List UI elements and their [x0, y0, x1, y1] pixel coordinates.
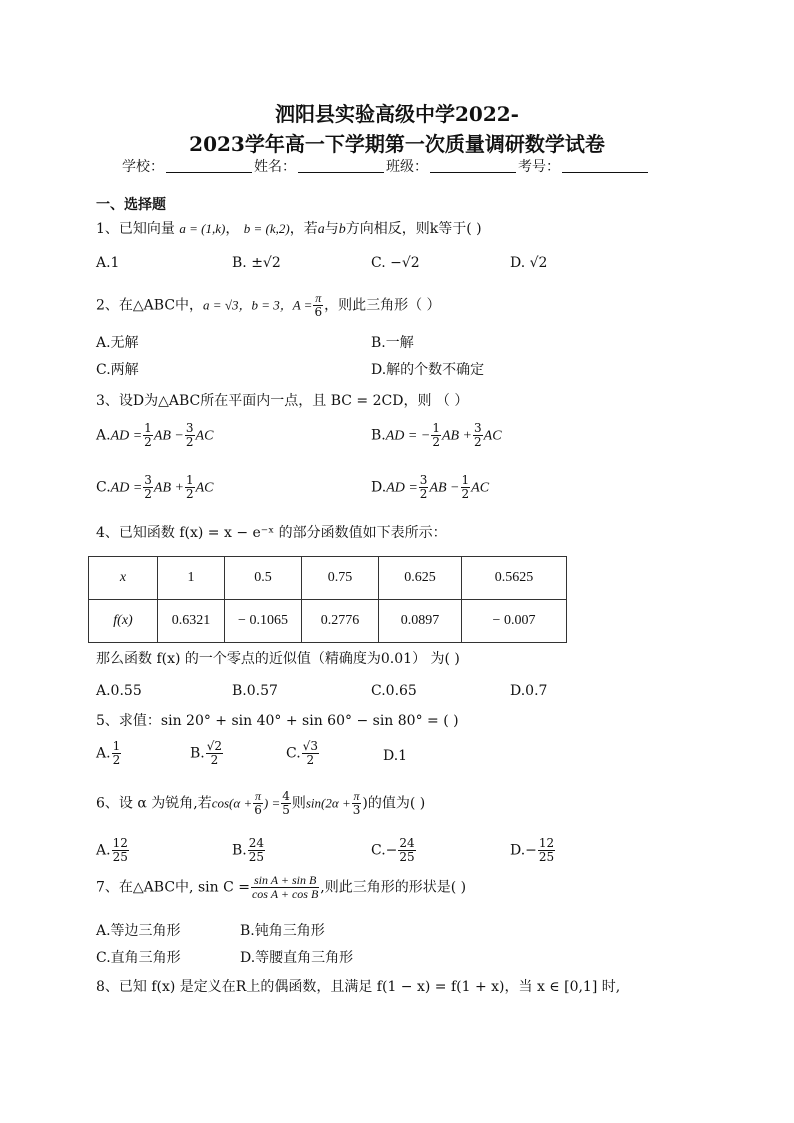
- q4-option-c[interactable]: C.0.65: [371, 683, 417, 699]
- q5-option-d[interactable]: D.1: [383, 748, 408, 764]
- q4-option-d[interactable]: D.0.7: [510, 683, 548, 699]
- field-name-label: 姓名：: [254, 159, 296, 175]
- q4-option-b[interactable]: B.0.57: [232, 683, 278, 699]
- q6-option-b[interactable]: B. $\frac{24}{25}$: [232, 836, 265, 864]
- q2-prefix: 2、在△ABC中，: [96, 297, 204, 314]
- table-cell: f(x): [89, 600, 158, 643]
- question-7: 7、在△ABC中, sin C = $\frac{\text{sin A + sin B}}{\text{cos A + cos B}}$ ,则此三角形的形状是( ): [96, 873, 467, 901]
- page-title-line1: 泗阳县实验高级中学2022-: [275, 102, 519, 126]
- q7-option-b[interactable]: B.钝角三角形: [240, 923, 325, 939]
- q7-option-c[interactable]: C.直角三角形: [96, 950, 181, 966]
- question-1: 1、已知向量 a = (1,k)， b = (k,2)，若a与b方向相反，则k等于( ): [96, 221, 482, 237]
- q1-b: b: [338, 222, 346, 237]
- q4-question-line: 那么函数 f(x) 的一个零点的近似值（精确度为0.01） 为( ): [96, 651, 460, 667]
- table-row: [89, 557, 567, 600]
- table-cell: 0.6321: [158, 600, 225, 643]
- q1-prefix: 1、已知向量: [96, 221, 175, 237]
- table-cell: 0.5: [225, 557, 302, 600]
- question-3: 3、设D为△ABC所在平面内一点，且 BC = 2CD，则 （ ）: [96, 393, 469, 409]
- table-cell: 0.2776: [302, 600, 379, 643]
- table-cell: − 0.007: [462, 600, 567, 643]
- table-cell: 0.0897: [379, 600, 462, 643]
- table-cell: 1: [158, 557, 225, 600]
- question-8: 8、已知 f(x) 是定义在R上的偶函数，且满足 f(1 − x) = f(1 + x)，当 x ∈ [0,1] 时,: [96, 979, 621, 995]
- q1-option-a[interactable]: A.1: [96, 255, 120, 271]
- table-row: [89, 600, 567, 643]
- q1-option-c[interactable]: C. −√2: [371, 255, 420, 271]
- q4-option-a[interactable]: A.0.55: [96, 683, 142, 699]
- field-name-blank[interactable]: [298, 159, 384, 173]
- section-title: 一、选择题: [96, 197, 166, 213]
- q6-option-a[interactable]: A. $\frac{12}{25}$: [96, 836, 128, 864]
- q5-option-a[interactable]: A. $\frac{1}{2}$: [96, 739, 121, 767]
- question-2: [96, 292, 441, 319]
- q1-vector-a: a = (1,k): [179, 221, 226, 236]
- q1-mid: ，若: [289, 221, 318, 237]
- q1-with: 与: [324, 221, 339, 237]
- table-cell: 0.75: [302, 557, 379, 600]
- table-cell: − 0.1065: [225, 600, 302, 643]
- q7-option-a[interactable]: A.等边三角形: [96, 923, 181, 939]
- table-cell: x: [89, 557, 158, 600]
- field-school-blank[interactable]: [166, 159, 252, 173]
- q2-option-a[interactable]: A.无解: [96, 335, 139, 351]
- table-cell: 0.5625: [462, 557, 567, 600]
- page-title-line2: 2023学年高一下学期第一次质量调研数学试卷: [189, 132, 605, 156]
- q1-suffix: 方向相反，则k等于( ): [345, 221, 482, 237]
- q2-fraction: $\frac{\pi}{6}$: [314, 291, 323, 319]
- q1-a: a: [317, 222, 325, 237]
- q5-option-c[interactable]: C. $\frac{√3}{2}$: [286, 739, 318, 767]
- info-fields: [122, 156, 650, 176]
- q2-conditions: a = √3，b = 3，A =: [203, 297, 313, 313]
- q3-option-c[interactable]: C.AD = $\frac{3}{2}$ AB + $\frac{1}{2}$ AC: [96, 473, 214, 501]
- q5-option-b[interactable]: B. $\frac{√2}{2}$: [190, 739, 223, 767]
- q1-vector-b: b = (k,2): [243, 221, 290, 236]
- q1-option-d[interactable]: D. √2: [510, 255, 548, 271]
- value-table: [88, 556, 567, 643]
- field-school-label: 学校：: [122, 159, 164, 175]
- q3-option-d[interactable]: D.AD = $\frac{3}{2}$ AB − $\frac{1}{2}$ AC: [371, 473, 490, 501]
- q7-option-d[interactable]: D.等腰直角三角形: [240, 950, 354, 966]
- q2-option-c[interactable]: C.两解: [96, 362, 139, 378]
- q3-option-b[interactable]: B.AD = − $\frac{1}{2}$ AB + $\frac{3}{2}$ AC: [371, 421, 502, 449]
- q6-option-d[interactable]: D.− $\frac{12}{25}$: [510, 836, 555, 864]
- field-exam-label: 考号：: [518, 159, 560, 175]
- q2-option-d[interactable]: D.解的个数不确定: [371, 362, 485, 378]
- table-cell: 0.625: [379, 557, 462, 600]
- q2-option-b[interactable]: B.一解: [371, 335, 414, 351]
- q1-option-b[interactable]: B. ±√2: [232, 255, 281, 271]
- field-exam-blank[interactable]: [562, 159, 648, 173]
- question-4: 4、已知函数 f(x) = x − e⁻ˣ 的部分函数值如下表所示：: [96, 525, 447, 541]
- q2-suffix: ，则此三角形（ ）: [324, 297, 441, 314]
- field-class-label: 班级：: [386, 159, 428, 175]
- q3-option-a[interactable]: A.AD = $\frac{1}{2}$ AB − $\frac{3}{2}$ AC: [96, 421, 214, 449]
- field-class-blank[interactable]: [430, 159, 516, 173]
- question-6: 6、设 α 为锐角,若cos(α + $\frac{\pi}{6}$ ) = $\frac{4}{5}$ 则sin(2α + $\frac{\pi}{3}$ )的值为( ): [96, 789, 426, 817]
- question-5: 5、求值：sin 20° + sin 40° + sin 60° − sin 80° = ( ): [96, 713, 459, 729]
- q6-option-c[interactable]: C.− $\frac{24}{25}$: [371, 836, 415, 864]
